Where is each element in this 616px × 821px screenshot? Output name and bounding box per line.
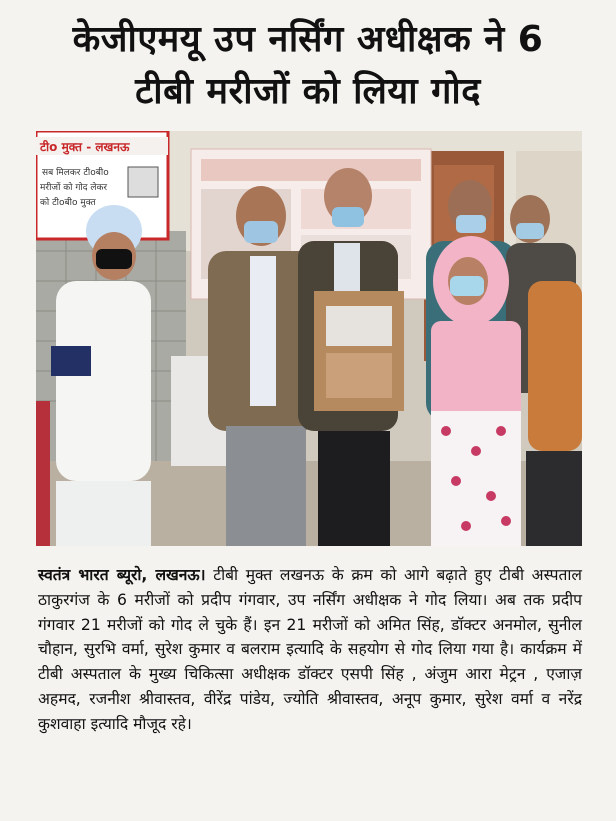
poster-line-1: सब मिलकर टीoबीo xyxy=(42,168,109,178)
headline-line-1: केजीएमयू उप नर्सिंग अधीक्षक ने 6 xyxy=(72,19,544,60)
photo-scene xyxy=(36,131,582,546)
article-text: टीबी मुक्त लखनऊ के क्रम को आगे बढ़ाते हुए टीबी अस्पताल ठाकुरगंज के 6 मरीजों को प्रदीप गंगवार, उप नर्सिंग अधीक्षक ने गोद लिया। अब तक प्रदीप गंगवार 21 मरीजों को गोद ले चुके हैं। इन 21 मरीजों को अमित सिंह, डॉक्टर अनमोल, सुनील चौहान, सुरभि वर्मा, सुरेश कुमार व बलराम इत्यादि के सहयोग से गोद लिया गया है। कार्यक्रम में टीबी अस्पताल के मुख्य चिकित्सा अधीक्षक डॉक्टर एसपी सिंह , अंजुम आरा मेट्रन , एजाज़ अहमद, रजनीश श्रीवास्तव, वीरेंद्र पांडेय, ज्योति श्रीवास्तव, अनूप कुमार, सुरेश वर्मा व नरेंद्र कुशवाहा इत्यादि मौजूद रहे। xyxy=(38,566,582,733)
article-body xyxy=(38,563,582,737)
paper-bag xyxy=(314,291,404,411)
person-edge xyxy=(36,401,50,546)
person-patient xyxy=(431,236,521,546)
person-orange xyxy=(526,281,582,546)
qr-code xyxy=(128,167,158,197)
headline-line-2: टीबी मरीजों को लिया गोद xyxy=(135,71,481,112)
poster-title: टीo मुक्त - लखनऊ xyxy=(40,140,130,154)
article-byline: स्वतंत्र भारत ब्यूरो, लखनऊ। xyxy=(38,566,206,584)
poster-line-3: को टीoबीo मुक्त xyxy=(40,198,96,208)
poster-line-2: मरीजों को गोद लेकर xyxy=(40,183,108,193)
headline xyxy=(0,14,616,118)
news-photo xyxy=(36,131,582,546)
